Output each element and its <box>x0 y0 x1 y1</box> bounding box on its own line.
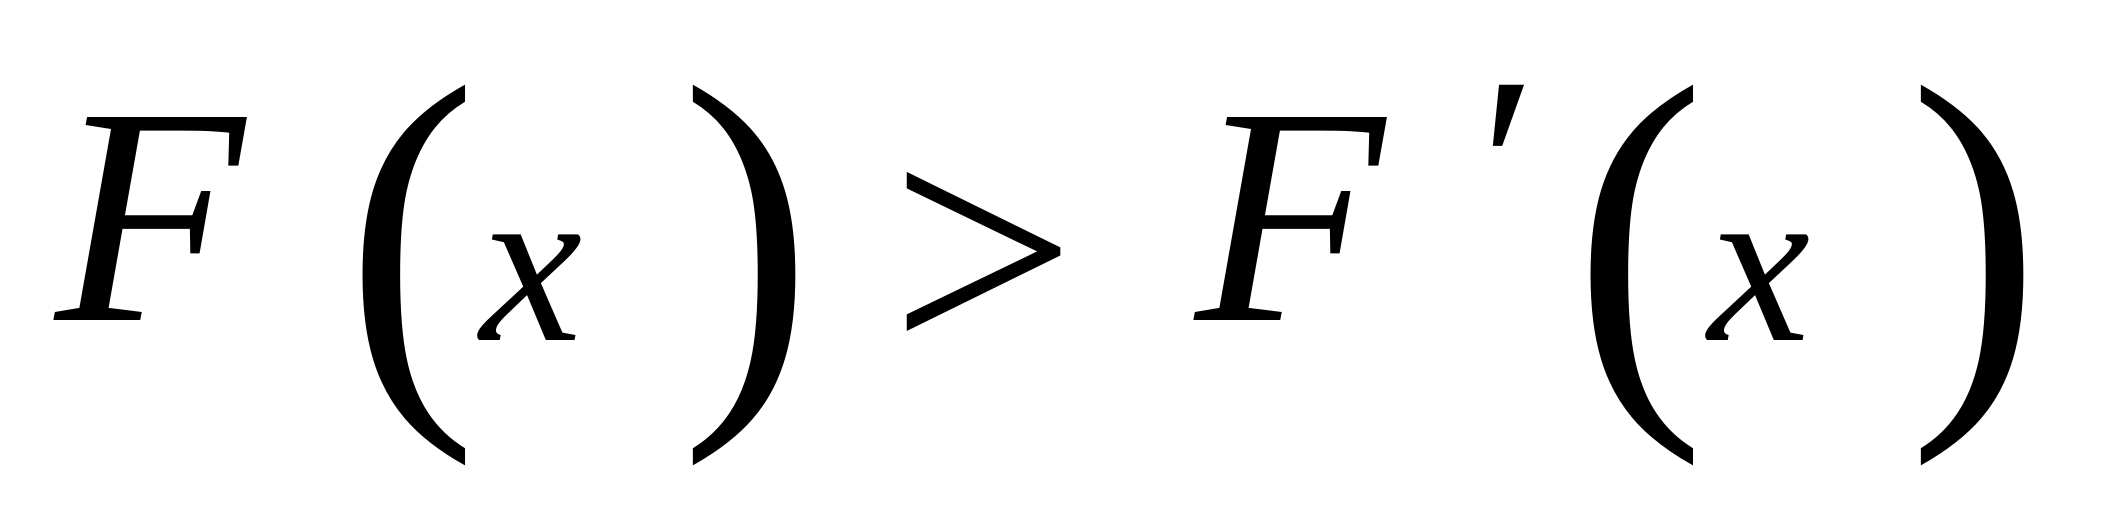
rhs-right-paren: ) <box>1908 2 2041 467</box>
rhs-left-paren: ( <box>1573 2 1706 467</box>
lhs-variable: x <box>480 135 583 390</box>
lhs-function-symbol: F <box>55 45 245 388</box>
rhs-prime-mark: ′ <box>1480 24 1537 312</box>
rhs-function-symbol: F <box>1195 45 1385 388</box>
rhs-variable: x <box>1708 135 1811 390</box>
greater-than-operator: > <box>890 68 1077 433</box>
lhs-right-paren: ) <box>680 2 813 467</box>
lhs-left-paren: ( <box>345 2 478 467</box>
